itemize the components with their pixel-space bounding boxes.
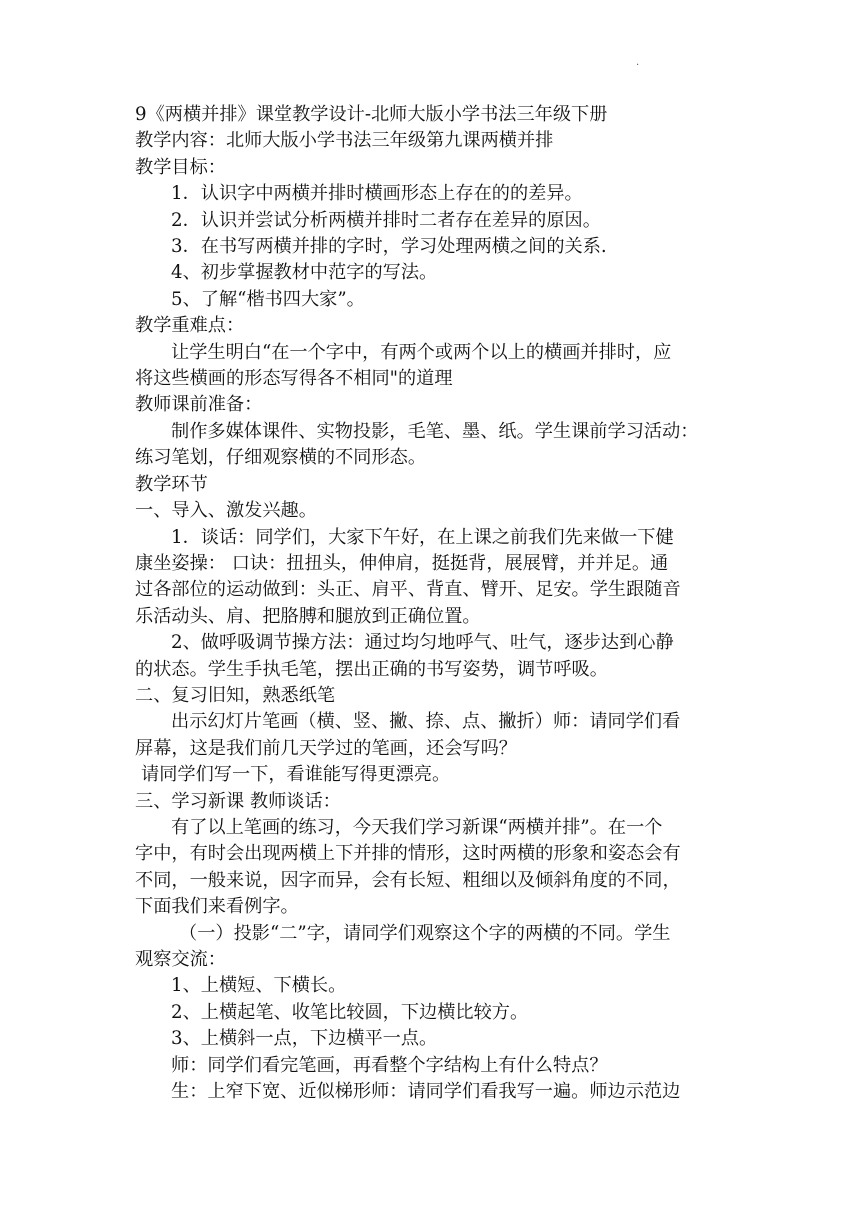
text-line: 不同，一般来说，因字而异，会有长短、粗细以及倾斜角度的不同， [135,869,681,891]
text-line: 2、上横起笔、收笔比较圆，下边横比较方。 [171,1001,529,1023]
text-line: 让学生明白“在一个字中，有两个或两个以上的横画并排时，应 [171,341,672,363]
text-line: 一、导入、激发兴趣。 [135,500,317,522]
text-line: 教学重难点： [135,315,245,337]
text-line: 屏幕，这是我们前几天学过的笔画，还会写吗？ [135,737,517,759]
text-line: 教师课前准备： [135,394,263,416]
text-line: 有了以上笔画的练习，今天我们学习新课“两横并排”。在一个 [171,816,663,838]
text-line: 下面我们来看例字。 [135,896,299,918]
text-line: 乐活动头、肩、把胳膊和腿放到正确位置。 [135,605,481,627]
text-line: 教学内容：北师大版小学书法三年级第九课两横并排 [135,130,554,152]
text-line: 三、学习新课 教师谈话： [135,790,341,812]
text-line: 师：同学们看完笔画，再看整个字结构上有什么特点？ [171,1054,608,1076]
text-line: 2．认识并尝试分析两横并排时二者存在差异的原因。 [171,209,601,231]
text-line: 教学目标： [135,156,226,178]
text-line: （一）投影“二”字，请同学们观察这个字的两横的不同。学生 [179,922,671,944]
text-line: 将这些横画的形态写得各不相同"的道理 [135,368,453,390]
text-line: 生：上窄下宽、近似梯形师：请同学们看我写一遍。师边示范边 [171,1081,681,1103]
text-line: 2、做呼吸调节操方法：通过均匀地呼气、吐气，逐步达到心静 [171,632,674,654]
text-line: 二、复习旧知，熟悉纸笔 [135,684,336,706]
text-line: 3．在书写两横并排的字时，学习处理两横之间的关系. [171,236,607,258]
text-line: 请同学们写一下，看谁能写得更漂亮。 [141,764,451,786]
text-line: 3、上横斜一点，下边横平一点。 [171,1028,438,1050]
text-line: 观察交流： [135,949,226,970]
text-line: 过各部位的运动做到：头正、肩平、背直、臂开、足安。学生跟随音 [135,579,681,601]
text-line: 出示幻灯片笔画（横、竖、撇、捺、点、撇折）师：请同学们看 [171,711,681,733]
text-line: 1．认识字中两横并排时横画形态上存在的的差异。 [171,183,583,205]
text-line: 9《两横并排》课堂教学设计-北师大版小学书法三年级下册 [135,104,608,125]
text-line: 字中，有时会出现两横上下并排的情形，这时两横的形象和姿态会有 [135,843,681,865]
page-mark: . [636,57,640,68]
document-body [135,102,735,1105]
text-line: 1、上横短、下横长。 [171,975,347,997]
text-line: 1．谈话：同学们，大家下午好，在上课之前我们先来做一下健 [171,526,674,548]
text-line: 康坐姿操： 口诀：扭扭头，伸伸肩，挺挺背，展展臂，并并足。通 [135,552,669,574]
text-line: 教学环节 [135,473,208,495]
text-line: 制作多媒体课件、实物投影，毛笔、墨、纸。学生课前学习活动： [171,420,699,442]
text-line: 的状态。学生手执毛笔，摆出正确的书写姿势，调节呼吸。 [135,658,608,680]
text-line: 4、初步掌握教材中范字的写法。 [171,262,438,284]
text-line: 练习笔划，仔细观察横的不同形态。 [135,447,427,469]
text-line: 5、了解“楷书四大家”。 [171,288,365,310]
